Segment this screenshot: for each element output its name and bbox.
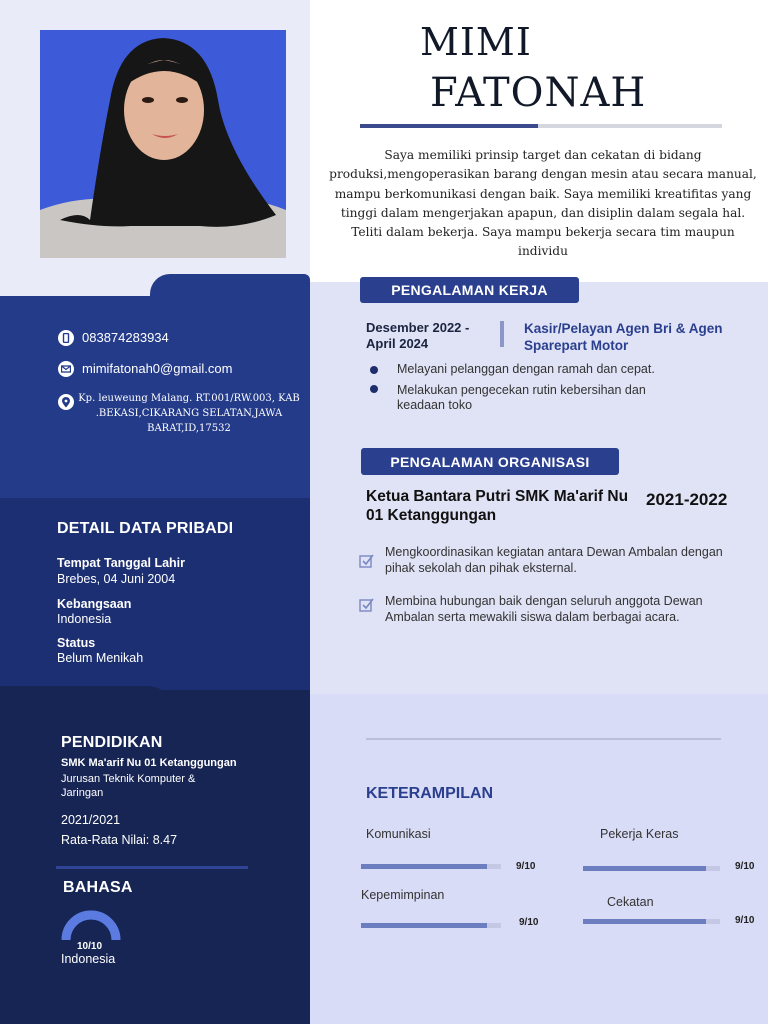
email-icon bbox=[58, 361, 74, 377]
education-years: 2021/2021 bbox=[61, 813, 121, 827]
email-address: mimifatonah0@gmail.com bbox=[82, 361, 233, 376]
organization-heading: PENGALAMAN ORGANISASI bbox=[361, 448, 619, 475]
skill-score: 9/10 bbox=[735, 915, 755, 926]
language-name: Indonesia bbox=[61, 952, 116, 966]
education-heading: PENDIDIKAN bbox=[61, 734, 163, 751]
home-address: Kp. leuweung Malang. RT.001/RW.003, KAB .BEKASI,CIKARANG SELATAN,JAWA BARAT,ID,17532 bbox=[78, 393, 300, 434]
left-band-tab bbox=[150, 274, 310, 298]
work-bullet: Melakukan pengecekan rutin kebersihan dan keadaan toko bbox=[397, 383, 646, 412]
skill-name: Pekerja Keras bbox=[600, 827, 679, 841]
status-value: Belum Menikah bbox=[57, 651, 144, 665]
skill-name: Cekatan bbox=[607, 895, 654, 909]
skill-score: 9/10 bbox=[519, 917, 539, 928]
status-label: Status bbox=[57, 636, 96, 650]
skill-bar-fill bbox=[583, 866, 706, 871]
phone-number: 083874283934 bbox=[82, 330, 169, 345]
language-score: 10/10 bbox=[77, 941, 103, 952]
education-panel-tab bbox=[0, 686, 180, 738]
profile-summary: Saya memiliki prinsip target dan cekatan di bidang produksi,mengoperasikan barang dengan mesin atau secara manual, mampu berkomunikasi dengan baik. Saya memiliki kreatifitas yang tinggi dalam mengerjakan apapun, dan disiplin dalam segala hal. Teliti dalam bekerja. Saya mampu bekerja secara tim maupun individu bbox=[329, 148, 757, 259]
organization-title: Ketua Bantara Putri SMK Ma'arif Nu 01 Ketanggungan bbox=[366, 488, 629, 524]
profile-photo bbox=[40, 30, 286, 258]
school-major: Jurusan Teknik Komputer & Jaringan bbox=[61, 773, 196, 799]
work-date: Desember 2022 - April 2024 bbox=[366, 320, 470, 351]
skill-bar bbox=[361, 923, 501, 928]
skill-name: Komunikasi bbox=[366, 827, 431, 841]
skills-divider bbox=[366, 738, 721, 740]
checkbox-icon bbox=[359, 597, 374, 612]
bullet-dot bbox=[370, 366, 378, 374]
first-name: MIMI bbox=[420, 20, 532, 64]
skill-bar-fill bbox=[583, 919, 706, 924]
phone-icon bbox=[58, 330, 74, 346]
skill-name: Kepemimpinan bbox=[361, 888, 445, 902]
organization-item: Mengkoordinasikan kegiatan antara Dewan Ambalan dengan pihak sekolah dan pihak eksternal. bbox=[385, 545, 723, 575]
birth-label: Tempat Tanggal Lahir bbox=[57, 556, 186, 570]
checkbox-icon bbox=[359, 553, 374, 568]
skill-score: 9/10 bbox=[516, 861, 536, 872]
bullet-dot bbox=[370, 385, 378, 393]
language-gauge bbox=[60, 910, 122, 942]
work-divider bbox=[500, 321, 504, 347]
skill-bar-fill bbox=[361, 864, 487, 869]
birth-value: Brebes, 04 Juni 2004 bbox=[57, 572, 176, 586]
work-heading: PENGALAMAN KERJA bbox=[360, 277, 579, 303]
right-bottom-background bbox=[310, 694, 768, 1024]
name-divider-accent bbox=[360, 124, 538, 128]
location-pin-icon bbox=[58, 394, 74, 410]
organization-item: Membina hubungan baik dengan seluruh anggota Dewan Ambalan serta mewakili siswa dalam berbagai acara. bbox=[385, 594, 703, 624]
nationality-label: Kebangsaan bbox=[57, 597, 132, 611]
organization-years: 2021-2022 bbox=[646, 490, 728, 509]
personal-heading: DETAIL DATA PRIBADI bbox=[57, 520, 234, 537]
school-name: SMK Ma'arif Nu 01 Ketanggungan bbox=[61, 757, 237, 769]
language-divider bbox=[56, 866, 248, 869]
nationality-value: Indonesia bbox=[57, 612, 112, 626]
education-gpa: Rata-Rata Nilai: 8.47 bbox=[61, 833, 178, 847]
work-bullet: Melayani pelanggan dengan ramah dan cepat. bbox=[397, 362, 655, 376]
skill-score: 9/10 bbox=[735, 861, 755, 872]
skill-bar-fill bbox=[361, 923, 487, 928]
skill-bar bbox=[583, 919, 720, 924]
skill-bar bbox=[583, 866, 720, 871]
skills-heading: KETERAMPILAN bbox=[366, 785, 494, 802]
work-title: Kasir/Pelayan Agen Bri & Agen Sparepart Motor bbox=[524, 321, 723, 353]
skill-bar bbox=[361, 864, 501, 869]
last-name: FATONAH bbox=[430, 70, 647, 116]
language-heading: BAHASA bbox=[63, 879, 133, 896]
